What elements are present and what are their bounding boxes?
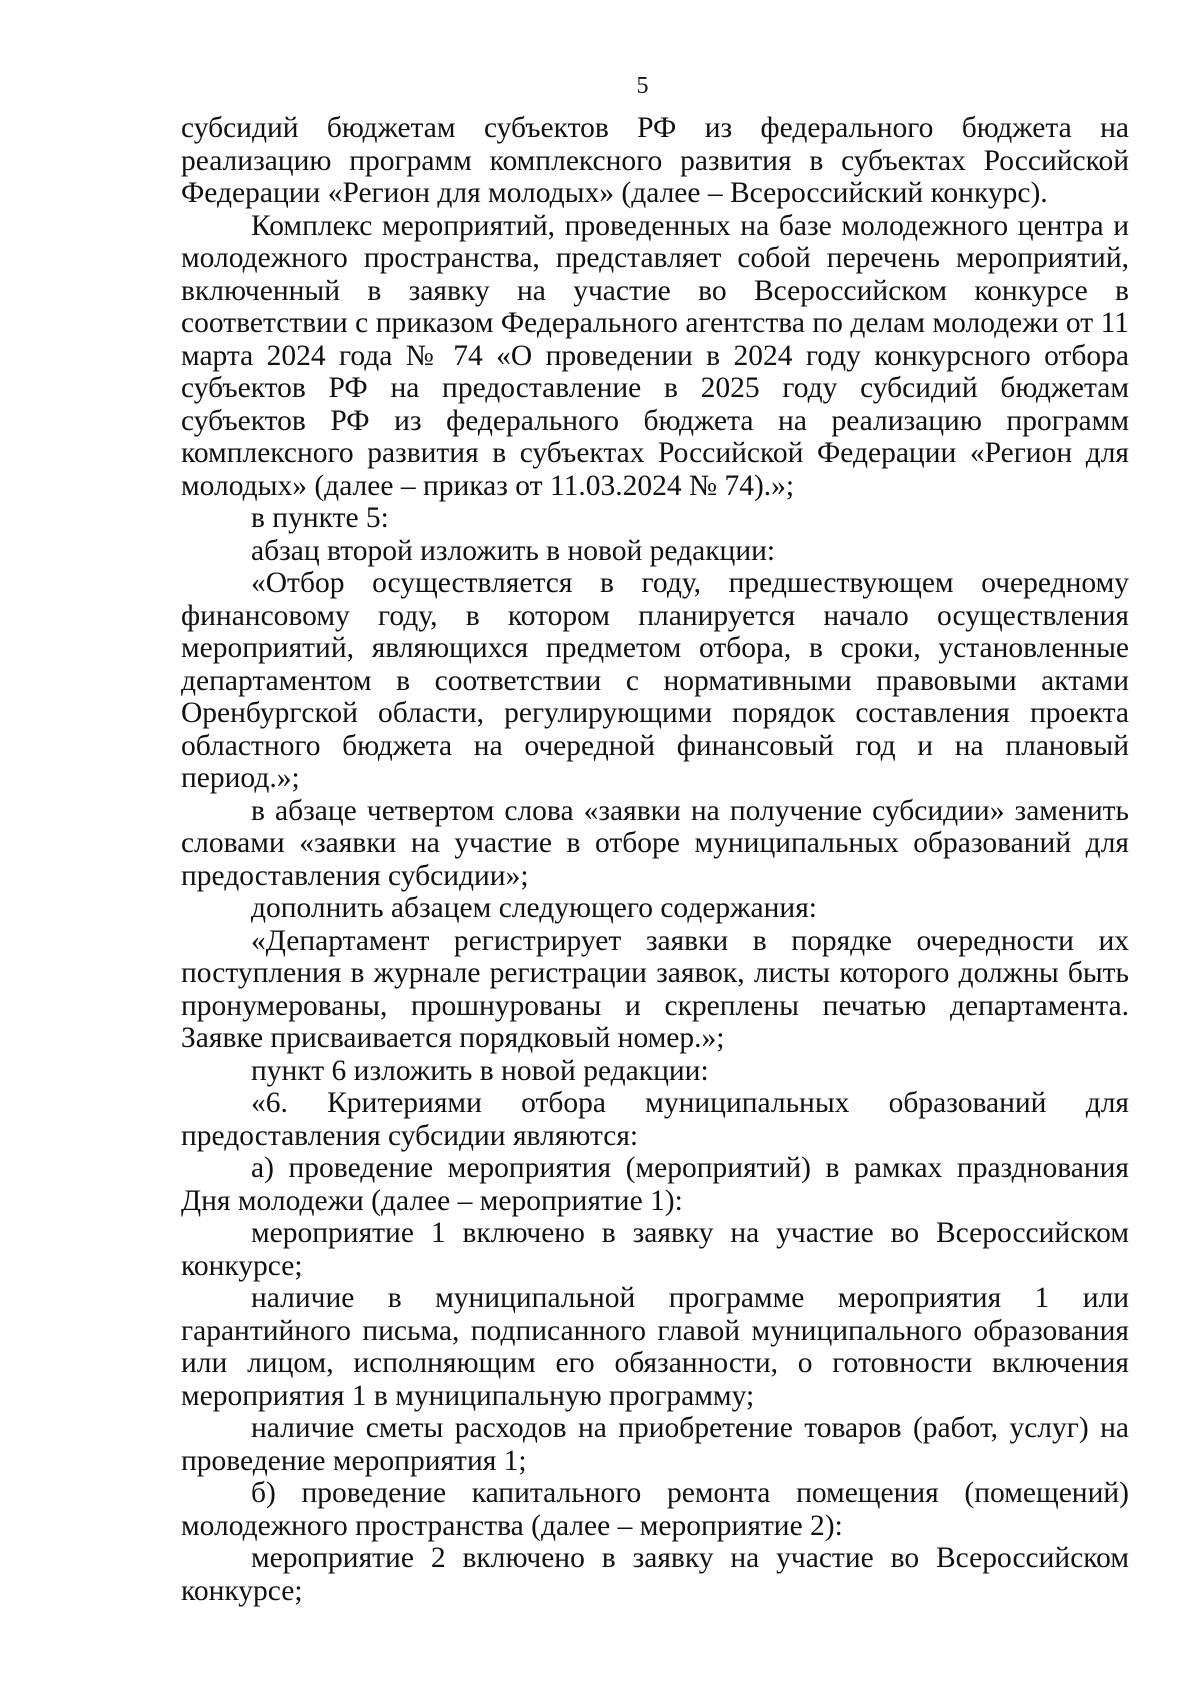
paragraph-events-complex: Комплекс мероприятий, проведенных на базе молодежного центра и молодежного пространства, представляет собой перечень мероприятий, включенный в заявку на участие во Всероссийском конкурсе в соответствии с приказом Федерального агентства по делам молодежи от 11 марта 2024 года № 74 «О проведении в 2024 году конкурсного отбора субъектов РФ на предоставление в 2025 году субсидий бюджетам субъектов РФ из федерального бюджета на реализацию программ комплексного развития в субъектах Российской Федерации «Регион для молодых» (далее – приказ от 11.03.2024 № 74).»; (181, 209, 1129, 502)
paragraph-second-abzac: абзац второй изложить в новой редакции: (251, 534, 776, 567)
paragraph-item-6: пункт 6 изложить в новой редакции: (251, 1054, 709, 1087)
paragraph-add-abzac: дополнить абзацем следующего содержания: (251, 892, 817, 924)
paragraph-fourth-abzac: в абзаце четвертом слова «заявки на получение субсидии» заменить словами «заявки на участие в отборе муниципальных образований для предоставления субсидии»; (181, 794, 1129, 892)
paragraph-criterion-a: а) проведение мероприятия (мероприятий) в рамках празднования Дня молодежи (далее – мероприятие 1): (181, 1152, 1129, 1217)
paragraph-event1-estimate: наличие сметы расходов на приобретение товаров (работ, услуг) на проведение мероприятия 1; (181, 1412, 1129, 1477)
paragraph-criterion-b: б) проведение капитального ремонта помещения (помещений) молодежного пространства (далее – мероприятие 2): (181, 1477, 1129, 1542)
paragraph-event1-included: мероприятие 1 включено в заявку на участие во Всероссийском конкурсе; (181, 1217, 1129, 1282)
paragraph-item-5: в пункте 5: (251, 502, 389, 534)
paragraph-criteria: «6. Критериями отбора муниципальных образований для предоставления субсидии являются: (181, 1087, 1129, 1152)
paragraph-event1-program: наличие в муниципальной программе мероприятия 1 или гарантийного письма, подписанного главой муниципального образования или лицом, исполняющим его обязанности, о готовности включения мероприятия 1 в муниципальную программу; (181, 1282, 1129, 1412)
page-number: 5 (636, 73, 649, 99)
document-body (181, 112, 1129, 1607)
paragraph-registration: «Департамент регистрирует заявки в порядке очередности их поступления в журнале регистрации заявок, листы которого должны быть пронумерованы, прошнурованы и скреплены печатью департамента. Заявке присваивается порядковый номер.»; (181, 924, 1129, 1054)
paragraph-continuation: субсидий бюджетам субъектов РФ из федерального бюджета на реализацию программ комплексного развития в субъектах Российской Федерации «Регион для молодых» (далее – Всероссийский конкурс). (181, 112, 1129, 209)
paragraph-selection-timing: «Отбор осуществляется в году, предшествующем очередному финансовому году, в котором планируется начало осуществления мероприятий, являющихся предметом отбора, в сроки, установленные департаментом в соответствии с нормативными правовыми актами Оренбургской области, регулирующими порядок составления проекта областного бюджета на очередной финансовый год и на плановый период.»; (181, 567, 1129, 794)
paragraph-event2-included: мероприятие 2 включено в заявку на участие во Всероссийском конкурсе; (181, 1542, 1129, 1607)
